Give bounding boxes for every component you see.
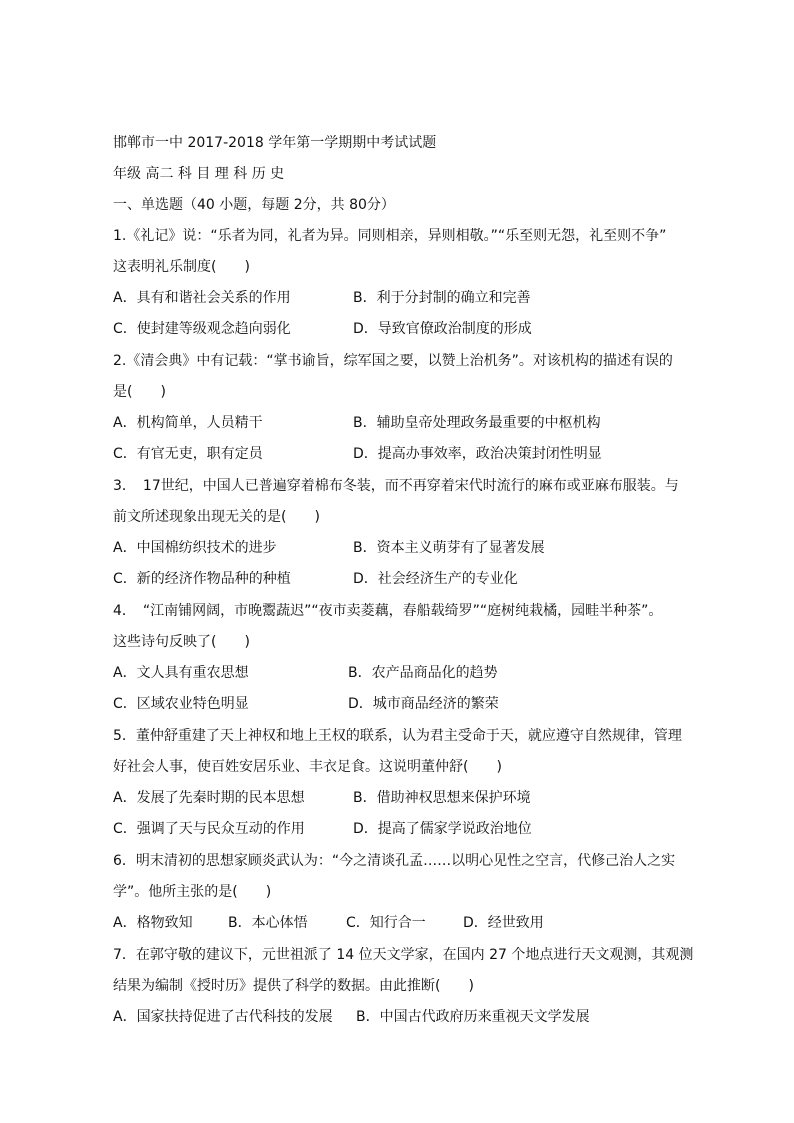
question-6-stem-line-1: 6．明末清初的思想家顾炎武认为：“今之清谈孔孟……以明心见性之空言，代修己治人之实 bbox=[113, 853, 676, 869]
question-3-stem-line-2: 前文所述现象出现无关的是( ) bbox=[113, 509, 320, 525]
question-6-option-b: B．本心体悟 bbox=[228, 915, 308, 931]
question-3-option-c: C．新的经济作物品种的种植 bbox=[113, 571, 291, 587]
question-4-stem-line-1: 4． “江南铺网阔，市晚鬻蔬迟”“夜市卖菱藕，春船载绮罗”“庭树纯栽橘，园畦半种茶”。 bbox=[113, 603, 663, 619]
question-2-stem-line-1: 2.《清会典》中有记载：“掌书谕旨，综军国之要，以赞上治机务”。对该机构的描述有误的 bbox=[113, 353, 673, 369]
question-5-option-c: C．强调了天与民众互动的作用 bbox=[113, 821, 305, 837]
question-5-option-a: A．发展了先秦时期的民本思想 bbox=[113, 790, 305, 806]
question-1-stem-line-1: 1.《礼记》说：“乐者为同，礼者为异。同则相亲，异则相敬。”“乐至则无怨，礼至则不争” bbox=[113, 228, 667, 244]
question-4-option-b: B．农产品商品化的趋势 bbox=[348, 665, 498, 681]
question-3-stem-line-1: 3． 17世纪，中国人已普遍穿着棉布冬装，而不再穿着宋代时流行的麻布或亚麻布服装。与 bbox=[113, 478, 679, 494]
question-1-option-d: D．导致官僚政治制度的形成 bbox=[353, 321, 532, 337]
question-3-option-a: A．中国棉纺织技术的进步 bbox=[113, 540, 277, 556]
question-1-option-a: A．具有和谐社会关系的作用 bbox=[113, 290, 291, 306]
question-1-option-c: C．使封建等级观念趋向弱化 bbox=[113, 321, 291, 337]
question-4-option-c: C．区域农业特色明显 bbox=[113, 696, 249, 712]
question-6-stem-line-2: 学”。他所主张的是( ) bbox=[113, 884, 272, 900]
question-2-option-b: B．辅助皇帝处理政务最重要的中枢机构 bbox=[353, 415, 601, 431]
question-6-option-c: C．知行合一 bbox=[346, 915, 426, 931]
question-1-stem-line-2: 这表明礼乐制度( ) bbox=[113, 259, 250, 275]
question-5-stem-line-1: 5．董仲舒重建了天上神权和地上王权的联系，认为君主受命于天，就应遵守自然规律，管理 bbox=[113, 728, 682, 744]
section-heading: 一、单选题（40 小题，每题 2分，共 80分） bbox=[113, 197, 395, 213]
question-5-option-d: D．提高了儒家学说政治地位 bbox=[353, 821, 532, 837]
question-5-stem-line-2: 好社会人事，使百姓安居乐业、丰衣足食。这说明董仲舒( ) bbox=[113, 759, 502, 775]
question-5-option-b: B．借助神权思想来保护环境 bbox=[353, 790, 531, 806]
question-4-option-a: A．文人具有重农思想 bbox=[113, 665, 249, 681]
question-3-option-d: D．社会经济生产的专业化 bbox=[353, 571, 518, 587]
question-1-option-b: B．利于分封制的确立和完善 bbox=[353, 290, 531, 306]
question-2-option-c: C．有官无吏，职有定员 bbox=[113, 446, 263, 462]
question-6-option-d: D．经世致用 bbox=[463, 915, 544, 931]
question-4-option-d: D．城市商品经济的繁荣 bbox=[348, 696, 499, 712]
exam-title: 邯郸市一中 2017-2018 学年第一学期期中考试试题 bbox=[113, 135, 437, 151]
question-3-option-b: B．资本主义萌芽有了显著发展 bbox=[353, 540, 545, 556]
question-7-option-a: A．国家扶持促进了古代科技的发展 bbox=[113, 1009, 333, 1025]
question-7-option-b: B．中国古代政府历来重视天文学发展 bbox=[356, 1009, 590, 1025]
question-7-stem-line-1: 7．在郭守敬的建议下，元世祖派了 14 位天文学家，在国内 27 个地点进行天文观测，其观测 bbox=[113, 947, 694, 963]
question-7-stem-line-2: 结果为编制《授时历》提供了科学的数据。由此推断( ) bbox=[113, 978, 474, 994]
question-2-option-d: D．提高办事效率，政治决策封闭性明显 bbox=[353, 446, 602, 462]
question-4-stem-line-2: 这些诗句反映了( ) bbox=[113, 634, 250, 650]
question-6-option-a: A．格物致知 bbox=[113, 915, 193, 931]
exam-subtitle: 年级 高二 科 目 理 科 历 史 bbox=[113, 166, 285, 182]
question-2-option-a: A．机构简单，人员精干 bbox=[113, 415, 263, 431]
question-2-stem-line-2: 是( ) bbox=[113, 384, 166, 400]
